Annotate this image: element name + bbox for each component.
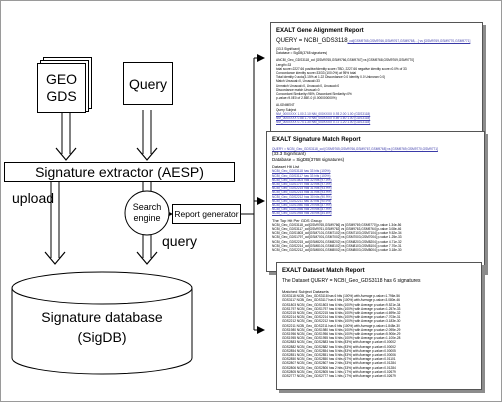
upload-label: upload xyxy=(12,190,55,206)
geo-label: GEO xyxy=(45,71,78,87)
panel2-query-line[interactable]: QUERY = NCBI_Geo_GDS3118_col [GSM9765,GSM9766,GSM9767,GSM9768] vs [GSM9769,GSM9770,GSM9771] xyxy=(272,147,438,151)
gds-label: GDS xyxy=(46,88,77,104)
panel3-summary: The Dataset QUERY = NCBI_Geo_GDS3118 has 6 signatures xyxy=(282,278,421,284)
panel1-alignment-link[interactable]: NM_000XXXX 1.00 2.10 NM_000XXXX 0.93 2.00 1.00 (GDS3118) xyxy=(276,111,371,116)
panel2-sub2: Database = SigDB(3768 signatures) xyxy=(272,156,345,162)
geo-gds-box xyxy=(37,63,86,113)
panel1-body-line: Unmatch Unusual=0, Unusual=0, Unusual=0 xyxy=(276,83,340,88)
panel1-query-suffix[interactable]: _col[GSM9765,GSM9766,GSM9767,GSM9768,...] vs [GSM9769,GSM9770,GSM9771] xyxy=(347,39,471,43)
panel2-top-item: NCBI_Geo_GDS2215_col[GSM8201,GSM8202] vs [GSM8203,GSM8204] p-value 4.71e-32 xyxy=(272,239,402,244)
panel1-body xyxy=(276,58,477,100)
gene-alignment-report-panel xyxy=(270,22,483,140)
panel1-alignment-sub: Query Subject xyxy=(276,107,297,112)
query-edge-label: query xyxy=(162,233,198,249)
panel2-hit-item[interactable]: NCBI_Geo_GDS1980 has 29 hits (87.9%) xyxy=(272,203,332,208)
panel2-list-header: Dataset Hit List xyxy=(272,164,300,170)
panel1-sub1: (33.3 Significant) xyxy=(276,47,300,51)
panel3-row: GDS2806 NCBI_Geo_GDS2806 has 2 hits (33%) with Average p-value=0.01284 xyxy=(282,365,396,370)
query-to-extractor-arrow xyxy=(137,110,157,160)
panel1-alignment-link[interactable]: NM_000XXXX 0.74 1.30 NM_000XXXX 0.72 1.20 1.00 (GDS3118) xyxy=(276,120,371,125)
panel3-row: GDS1803 NCBI_Geo_GDS1803 has 6 hits (100%) with Average p-value=9.521e-34 xyxy=(282,302,401,307)
report-generator-label: Report generator xyxy=(174,209,239,219)
panel2-hit-item[interactable]: NCBI_Geo_GDS1955 has 28 hits (84.8%) xyxy=(272,211,332,216)
report-generator-box xyxy=(172,204,241,224)
panel1-query: QUERY = NCBI_GDS3118 xyxy=(276,38,348,44)
panel3-row: GDS2805 NCBI_Geo_GDS2805 has 1 hits (17%) with Average p-value=0.02679 xyxy=(282,369,396,374)
query-box xyxy=(123,62,173,105)
signature-extractor-box xyxy=(4,162,235,182)
panel2-hit-item[interactable]: NCBI_Geo_GDS1797 has 32 hits (97.0%) xyxy=(272,182,332,187)
panel2-top-item: NCBI_Geo_GDS1797_col[GSM7001,GSM7002] vs [GSM7003,GSM7004] p-value 1.25e-33 xyxy=(272,235,402,240)
panel1-body-line: ANCBI_Geo_GDS3118_col [GSM9765,GSM9766,GSM9767] vs [GSM9768,GSM9769,GSM9770] xyxy=(276,58,414,63)
panel3-rows xyxy=(282,294,476,378)
database-name: Signature database xyxy=(41,309,163,325)
signature-match-report-panel xyxy=(266,131,485,272)
panel2-hit-item[interactable]: NCBI_Geo_GDS2214 has 31 hits (93.9%) xyxy=(272,190,332,195)
engine-label: engine xyxy=(133,213,161,223)
panel1-body-line: Concordant Similarity=98%, Discordant Similarity=0% xyxy=(276,92,352,97)
panel2-title: EXALT Signature Match Report xyxy=(272,137,361,143)
panel1-body-line: total score=2227.66 positive/identity score=TBD, 2227.66 negative identity score=0.0% of 33 xyxy=(276,66,407,71)
panel3-row: GDS2777 NCBI_Geo_GDS2777 has 1 hits (17%) with Average p-value=0.02679 xyxy=(282,374,396,379)
query-input-label: Query xyxy=(128,75,168,92)
panel3-row: GDS2211 NCBI_Geo_GDS2211 has 6 hits (100%) with Average p-value=1.848e-30 xyxy=(282,323,400,328)
panel3-row: GDS1980 NCBI_Geo_GDS1980 has 6 hits (100%) with Average p-value=2.095e-29 xyxy=(282,327,401,332)
search-label: Search xyxy=(132,202,162,212)
panel3-row: GDS3117 NCBI_Geo_GDS3117 has 6 hits (100%) with Average p-value=3.080e-46 xyxy=(282,298,400,303)
panel2-sub1: (33.3 Significant) xyxy=(272,151,306,157)
panel2-top-item: NCBI_Geo_GDS3117_col[GSM9761,GSM9762] vs [GSM9763,GSM9764] p-value 3.08e-46 xyxy=(272,227,402,232)
panel3-row: GDS1955 NCBI_Geo_GDS1955 has 6 hits (100%) with Average p-value=1.100e-28 xyxy=(282,336,401,341)
panel3-row: GDS2883 NCBI_Geo_GDS2883 has 5 hits (83%) with Average p-value=0.00002 xyxy=(282,340,396,345)
database-label xyxy=(12,305,192,349)
search-engine-label xyxy=(126,196,168,230)
panel2-top-item: NCBI_Geo_GDS3118_col[GSM9765,GSM9766] vs [GSM9769,GSM9770] p-value 1.34e-56 xyxy=(272,222,402,227)
panel3-title: EXALT Dataset Match Report xyxy=(282,268,365,274)
panel1-body-line: p-value=9.0E0 of 2.55E-0 (0.000000000%) xyxy=(276,96,337,101)
dataset-match-report-panel xyxy=(276,262,482,390)
panel2-hit-item[interactable]: NCBI_Geo_GDS3118 has 33 hits (100%) xyxy=(272,169,331,174)
panel2-hit-list xyxy=(272,169,479,215)
panel2-top-item: NCBI_Geo_GDS1803_col[GSM7101,GSM7102] vs [GSM7103,GSM7104] p-value 9.52e-34 xyxy=(272,231,402,236)
panel2-top-item: NCBI_Geo_GDS2212_col[GSM8001,GSM8002] vs [GSM8003,GSM8004] p-value 3.18e-30 xyxy=(272,248,402,253)
panel1-alignment-header: ALIGNMENT xyxy=(276,103,295,108)
panel3-row: GDS1797 NCBI_Geo_GDS1797 has 6 hits (100%) with Average p-value=1.257e-33 xyxy=(282,306,401,311)
panel1-sub2: Database = SigDB(3768 signatures) xyxy=(276,51,328,56)
panel2-hit-item[interactable]: NCBI_Geo_GDS2212 has 30 hits (90.9%) xyxy=(272,194,332,199)
panel3-row: GDS2807 NCBI_Geo_GDS2807 has 2 hits (33%) with Average p-value=0.01284 xyxy=(282,361,396,366)
panel1-body-line: Length=33 xyxy=(276,62,292,67)
panel3-row: GDS1956 NCBI_Geo_GDS1956 has 6 hits (100%) with Average p-value=5.906e-29 xyxy=(282,332,401,337)
panel3-row: GDS2851 NCBI_Geo_GDS2851 has 5 hits (83%) with Average p-value=0.00006 xyxy=(282,353,396,358)
panel3-row: GDS3118 NCBI_Geo_GDS3118 has 6 hits (100%) with Average p-value=1.796e-56 xyxy=(282,294,400,299)
panel1-alignment-link[interactable]: NM_000XXXX 0.88 1.70 NM_000XXXX 0.89 1.60 1.00 (GDS3118) xyxy=(276,116,371,121)
panel1-body-line: Match Unusual=0, Unusual=33 xyxy=(276,79,320,84)
panel3-row: GDS2882 NCBI_Geo_GDS2882 has 5 hits (83%) with Average p-value=0.00002 xyxy=(282,344,396,349)
signature-extractor-label: Signature extractor (AESP) xyxy=(35,164,204,180)
panel2-hit-item[interactable]: NCBI_Geo_GDS1956 has 29 hits (87.9%) xyxy=(272,207,332,212)
panel3-row: GDS2215 NCBI_Geo_GDS2215 has 6 hits (100%) with Average p-value=4.699e-32 xyxy=(282,311,401,316)
geo-to-extractor-arrow xyxy=(56,110,76,160)
panel2-top-header: The Top Hit Per GDS Group xyxy=(272,217,322,223)
panel2-top-list xyxy=(272,223,479,252)
panel3-matched-header: Matched Subject Datasets xyxy=(282,289,329,294)
panel1-body-line: Total identity 0 auto(3.15% at 1.22 Discordance 0.0 Identity 0.0 Unknown 0.0) xyxy=(276,75,386,80)
panel1-body-line: Concordance identity score=33/33 (100.0%) at 95% total xyxy=(276,71,357,76)
panel3-row: GDS2214 NCBI_Geo_GDS2214 has 6 hits (100%) with Average p-value=7.703e-31 xyxy=(282,315,401,320)
panel2-hit-item[interactable]: NCBI_Geo_GDS2211 has 30 hits (90.9%) xyxy=(272,198,332,203)
panel2-hit-item[interactable]: NCBI_Geo_GDS1803 has 32 hits (97.0%) xyxy=(272,177,332,182)
database-abbrev: (SigDB) xyxy=(77,329,127,345)
panel3-row: GDS2850 NCBI_Geo_GDS2850 has 4 hits (67%) with Average p-value=0.01101 xyxy=(282,357,396,362)
panel1-body-line: Discordance match Unusual=0 xyxy=(276,87,320,92)
panel1-title: EXALT Gene Alignment Report xyxy=(276,28,364,34)
panel3-row: GDS2854 NCBI_Geo_GDS2854 has 5 hits (83%) with Average p-value=0.00005 xyxy=(282,348,396,353)
panel2-hit-item[interactable]: NCBI_Geo_GDS3117 has 33 hits (100%) xyxy=(272,173,331,178)
panel1-query-line xyxy=(276,38,477,45)
panel3-row: GDS2212 NCBI_Geo_GDS2212 has 6 hits (100%) with Average p-value=3.183e-30 xyxy=(282,319,401,324)
panel2-top-item: NCBI_Geo_GDS2214_col[GSM8101,GSM8102] vs [GSM8103,GSM8104] p-value 7.70e-31 xyxy=(272,243,402,248)
panel2-hit-item[interactable]: NCBI_Geo_GDS2215 has 31 hits (93.9%) xyxy=(272,186,332,191)
